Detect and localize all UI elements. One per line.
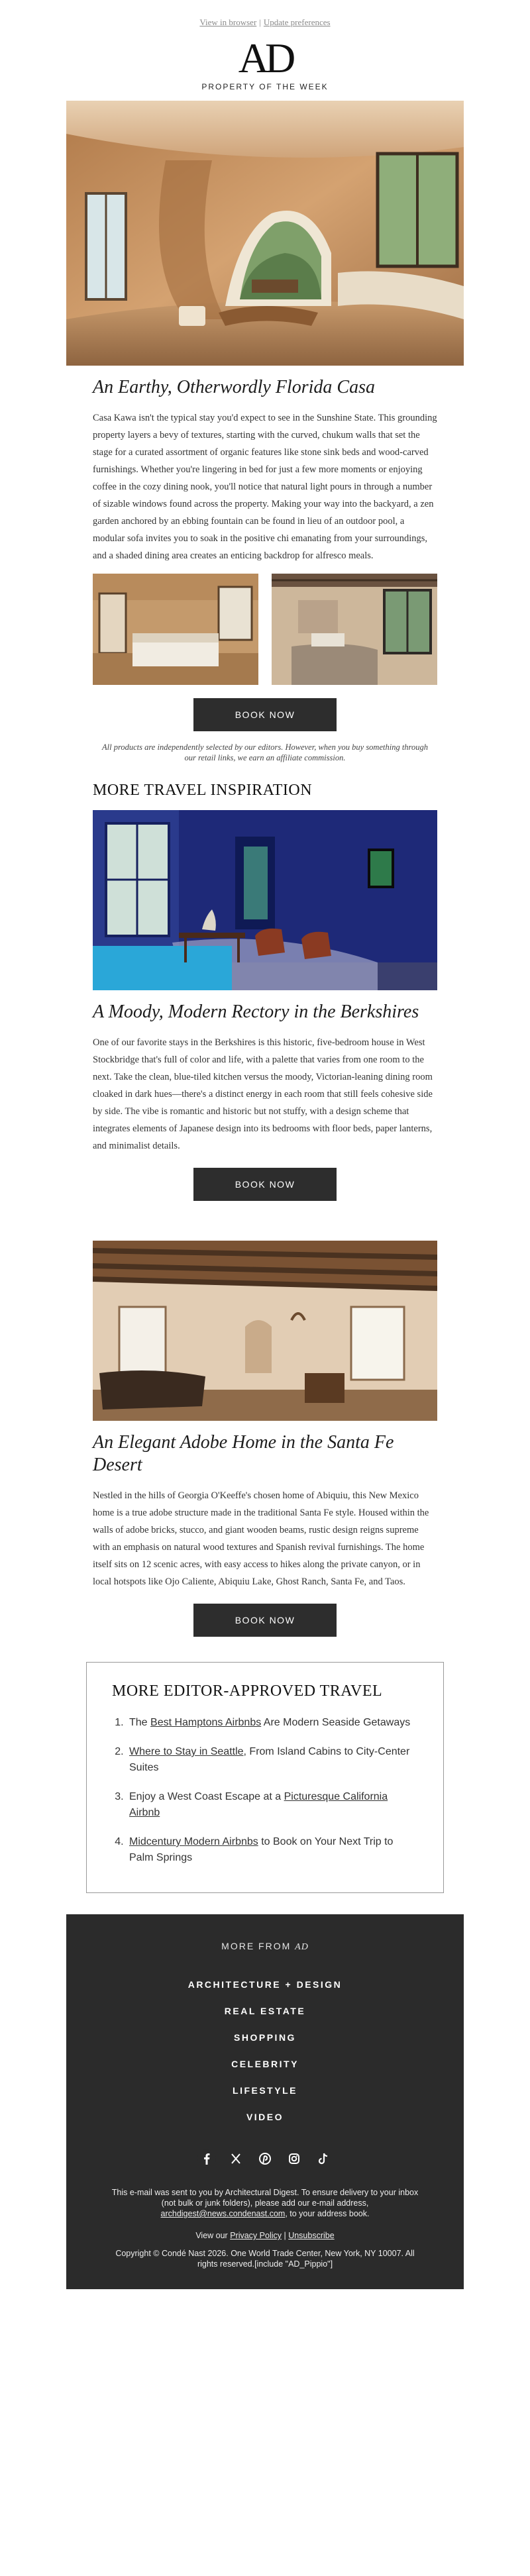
nav-architecture-design[interactable]: ARCHITECTURE + DESIGN [187,1979,343,1990]
nav-shopping[interactable]: SHOPPING [234,2032,296,2043]
footer-nav [93,1971,437,2130]
list-item-prefix: The [129,1717,151,1728]
feature-image-pair [93,574,437,685]
story-title-adobe[interactable]: An Elegant Adobe Home in the Santa Fe Desert [93,1432,394,1475]
delivery-text: This e-mail was sent to you by Architectural Digest. To ensure delivery to your inbox (not bulk or junk folders), please add our e-mail address, [111,2188,419,2208]
facebook-icon[interactable] [197,2149,217,2169]
delivery-text-end: , to your address book. [285,2209,370,2218]
logo-subtitle: PROPERTY OF THE WEEK [201,82,329,91]
ad-logo[interactable]: AD [238,34,292,81]
editor-approved-list [112,1715,418,1866]
list-item-suffix: , From Island Cabins to City-Center Suites [129,1746,410,1773]
nav-real-estate[interactable]: REAL ESTATE [224,2006,306,2016]
adobe-home-image[interactable] [93,1241,437,1421]
feature-title[interactable]: An Earthy, Otherwordly Florida Casa [93,377,375,397]
pinterest-icon[interactable] [255,2149,275,2169]
privacy-policy-link[interactable]: Privacy Policy [230,2231,282,2240]
more-from-label: MORE FROM [221,1941,292,1951]
adobe-book-now-button[interactable]: BOOK NOW [193,1604,337,1637]
separator: | [259,17,261,27]
list-item [127,1744,418,1776]
bathroom-image[interactable] [272,574,437,685]
tiktok-icon[interactable] [313,2149,333,2169]
hamptons-link[interactable]: Best Hamptons Airbnbs [150,1717,262,1728]
story-title-rectory[interactable]: A Moody, Modern Rectory in the Berkshires [93,1002,419,1022]
update-preferences-link[interactable]: Update preferences [263,17,331,27]
list-item [127,1715,418,1731]
story-body-rectory: One of our favorite stays in the Berkshires is this historic, five-bedroom house in West Stockbridge that's full of color and life, with a palette that varies from one room to the next. Take the clean, blue-tiled kitchen versus the moody, Victorian-leaning dining room cloaked in dark hues—there's a distinct energy in each room that still feels cohesive side by side. The vibe is romantic and historic but not stuffy, with a design scheme that integrates elements of Japanese design into its bedrooms with floor beds, paper lanterns, and minimalist details. [93,1037,433,1151]
instagram-icon[interactable] [284,2149,304,2169]
list-item-prefix: Enjoy a West Coast Escape at a [129,1791,284,1802]
more-from-brand: AD [295,1942,309,1952]
top-links [0,0,530,37]
social-links [93,2149,437,2169]
list-item [127,1789,418,1821]
list-item-suffix: to Book on Your Next Trip to Palm Springs [129,1836,394,1863]
rectory-image[interactable] [93,810,437,990]
editor-approved-box [86,1662,444,1893]
delivery-notice [93,2187,437,2219]
view-in-browser-link[interactable]: View in browser [199,17,257,27]
x-icon[interactable] [226,2149,246,2169]
nav-lifestyle[interactable]: LIFESTYLE [233,2085,297,2096]
legal-links [93,2231,437,2240]
story-body-adobe: Nestled in the hills of Georgia O'Keeffe's chosen home of Abiquiu, this New Mexico home is a true adobe structure made in the traditional Santa Fe style. Housed within the walls of adobe bricks, stucco, and giant wooden beams, rustic design reigns supreme with an emphasis on natural wood textures and Spanish revival furnishings. The home itself sits on 12 scenic acres, with easy access to hikes along the private canyon, or in local hotspots like Ojo Caliente, Abiquiu Lake, Ghost Ranch, Santa Fe, and Taos. [93,1490,429,1587]
masthead [0,34,530,101]
legal-separator: | [282,2231,289,2240]
newsletter-email-link[interactable]: archdigest@news.condenast.com [160,2209,286,2218]
palm-springs-link[interactable]: Midcentury Modern Airbnbs [129,1836,258,1847]
view-our-text: View our [195,2231,231,2240]
editor-approved-heading: MORE EDITOR-APPROVED TRAVEL [112,1682,383,1700]
list-item [127,1834,418,1866]
feature-body: Casa Kawa isn't the typical stay you'd expect to see in the Sunshine State. This grounding property layers a bevy of textures, starting with the curved, chukum walls that set the stage for a curated assortment of organic features like stone sink beds and wood-carved furnishings. Whether you're lingering in bed for just a few more moments or enjoying coffee in the cozy dining nook, you'll notice that natural light pours in through a number of sizable windows found across the property. Making your way into the backyard, a zen garden anchored by an ebbing fountain can be found in lieu of an outdoor pool, a modular sofa invites you to soak in the positive chi emanating from your surroundings, and a shaded dining area creates an enticing backdrop for alfresco meals. [93,413,437,561]
copyright: Copyright © Condé Nast 2026. One World Trade Center, New York, NY 10007. All rights reserved.[include "AD_Pippio"] [115,2249,415,2269]
feature-book-now-button[interactable]: BOOK NOW [193,698,337,731]
nav-video[interactable]: VIDEO [246,2112,284,2122]
hero-image[interactable] [66,101,464,366]
rectory-book-now-button[interactable]: BOOK NOW [193,1168,337,1201]
california-link[interactable]: Picturesque California Airbnb [129,1791,388,1818]
footer [66,1914,464,2289]
bedroom-image[interactable] [93,574,258,685]
unsubscribe-link[interactable]: Unsubscribe [288,2231,335,2240]
seattle-link[interactable]: Where to Stay in Seattle [129,1746,244,1757]
more-from-heading [93,1941,437,1953]
affiliate-disclaimer: All products are independently selected by our editors. However, when you buy something through our retail links, we earn an affiliate commission. [102,743,428,762]
nav-celebrity[interactable]: CELEBRITY [231,2059,299,2069]
list-item-suffix: Are Modern Seaside Getaways [261,1717,411,1728]
more-travel-heading: MORE TRAVEL INSPIRATION [93,782,313,799]
